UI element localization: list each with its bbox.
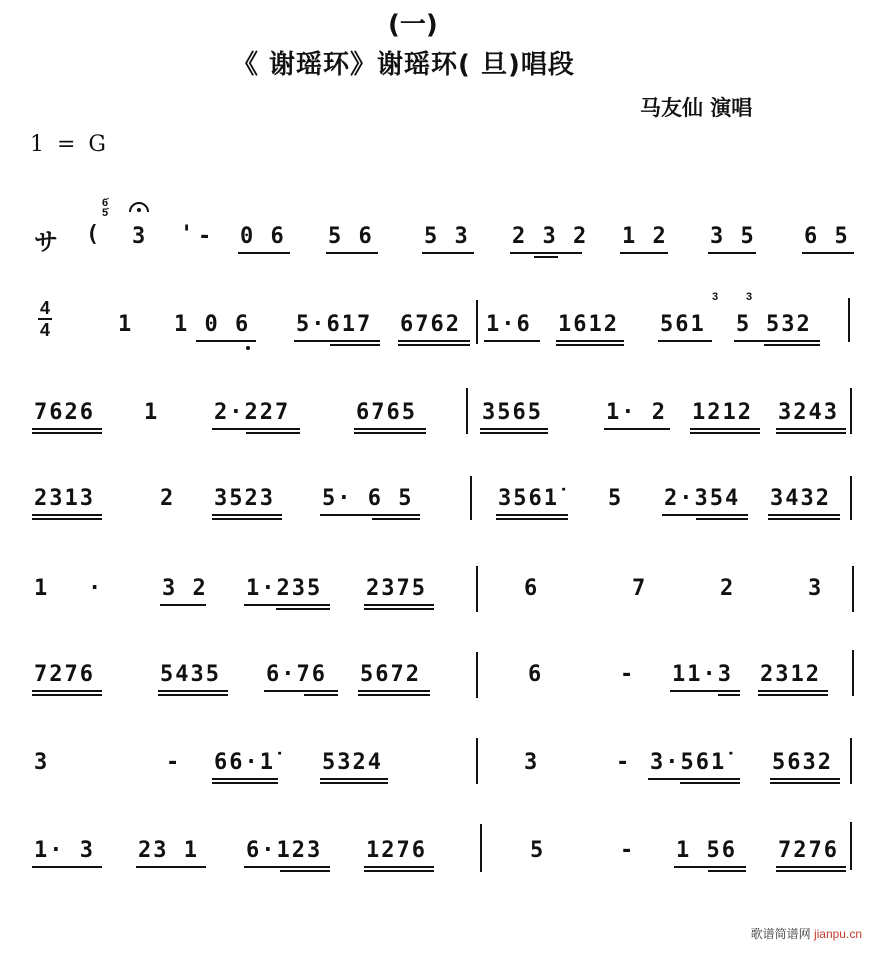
beam — [32, 866, 102, 868]
beam — [212, 428, 300, 430]
beam — [690, 432, 760, 434]
key-signature: 1 = G — [30, 132, 106, 157]
note-group: 66·1̇ — [214, 750, 275, 775]
beam — [212, 518, 282, 520]
beam — [510, 252, 582, 254]
watermark-url: jianpu.cn — [813, 927, 862, 941]
beam — [776, 866, 846, 868]
beam — [768, 518, 840, 520]
beam — [484, 340, 540, 342]
beam — [662, 514, 748, 516]
beam — [364, 866, 434, 868]
note-group: 6 — [528, 662, 544, 687]
beam — [480, 428, 548, 430]
note-group: 5632 — [772, 750, 833, 775]
note-group: 5672 — [360, 662, 421, 687]
watermark — [751, 925, 862, 942]
note-group: 7276 — [778, 838, 839, 863]
note-group: 5·617 — [296, 312, 373, 337]
free-meter-mark: サ — [34, 228, 60, 256]
bar-line — [848, 298, 850, 342]
note-group: 2313 — [34, 486, 95, 511]
note-group: - — [620, 662, 636, 687]
note-group: 6762 — [400, 312, 461, 337]
note-group: 6·76 — [266, 662, 327, 687]
beam — [496, 514, 568, 516]
beam — [680, 782, 740, 784]
beam — [620, 252, 668, 254]
note-group: 5 3 — [424, 224, 470, 249]
beam — [32, 428, 102, 430]
beam — [534, 256, 558, 258]
beam — [244, 866, 330, 868]
beam — [276, 608, 330, 610]
beam — [212, 514, 282, 516]
fermata-icon — [128, 200, 150, 214]
note-group: · — [88, 576, 104, 601]
beam — [776, 428, 846, 430]
low-octave-dot — [246, 346, 250, 350]
beam — [648, 778, 740, 780]
beam — [372, 518, 420, 520]
beam — [556, 340, 624, 342]
intro-tick: ' — [180, 222, 196, 247]
note-group: 1 — [144, 400, 160, 425]
performer-credit: 马友仙 演唱 — [640, 96, 753, 120]
beam — [212, 778, 278, 780]
beam — [556, 344, 624, 346]
note-group: 1 56 — [676, 838, 737, 863]
note-group: 5 6 — [328, 224, 374, 249]
beam — [280, 870, 330, 872]
time-signature: 4 4 — [39, 298, 50, 340]
note-group: 1· 3 — [34, 838, 95, 863]
beam — [496, 518, 568, 520]
note-group: 6765 — [356, 400, 417, 425]
beam — [212, 782, 278, 784]
intro-dash: - — [198, 224, 214, 249]
beam — [358, 690, 430, 692]
note-group: 3243 — [778, 400, 839, 425]
beam — [776, 870, 846, 872]
note-group: 3565 — [482, 400, 543, 425]
note-group: 3 — [34, 750, 50, 775]
beam — [32, 514, 102, 516]
note-group: 3·561̇ — [650, 750, 727, 775]
note-group: 2·227 — [214, 400, 291, 425]
bar-line — [480, 824, 482, 872]
beam — [32, 694, 102, 696]
intro-paren: ( — [86, 222, 102, 247]
note-group: 3523 — [214, 486, 275, 511]
bar-line — [476, 738, 478, 784]
note-group: 3 5 — [710, 224, 756, 249]
beam — [764, 344, 820, 346]
note-group: 5435 — [160, 662, 221, 687]
beam — [658, 340, 712, 342]
note-group: 23 1 — [138, 838, 199, 863]
beam — [604, 428, 670, 430]
bar-line — [852, 650, 854, 696]
beam — [294, 340, 380, 342]
beam — [330, 344, 380, 346]
beam — [776, 432, 846, 434]
note-group: 3432 — [770, 486, 831, 511]
beam — [770, 782, 840, 784]
beam — [422, 252, 474, 254]
note-group: 1 — [34, 576, 50, 601]
note-group: 1612 — [558, 312, 619, 337]
note-group: 561 — [660, 312, 706, 337]
note-group: 2 3 2 — [512, 224, 589, 249]
note-group: 2312 — [760, 662, 821, 687]
note-group: 11·3 — [672, 662, 733, 687]
note-group: 3 — [524, 750, 540, 775]
note-group: 5324 — [322, 750, 383, 775]
beam — [354, 428, 426, 430]
note-group: 3561̇ — [498, 486, 559, 511]
note-group: 7276 — [34, 662, 95, 687]
bar-line — [476, 566, 478, 612]
beam — [264, 690, 338, 692]
beam — [196, 340, 256, 342]
note-group: 3 — [808, 576, 824, 601]
beam — [354, 432, 426, 434]
note-group: 2375 — [366, 576, 427, 601]
bar-line — [850, 738, 852, 784]
bar-line — [470, 476, 472, 520]
note-group: 3 2 — [162, 576, 208, 601]
note-group: 5 — [736, 312, 752, 337]
note-group: - — [616, 750, 632, 775]
note-group: 1276 — [366, 838, 427, 863]
beam — [32, 432, 102, 434]
note-group: 6 5 — [804, 224, 850, 249]
section-number: (一) — [388, 10, 438, 40]
beam — [32, 518, 102, 520]
note-group: 2 — [160, 486, 176, 511]
note-group: 1· 2 — [606, 400, 667, 425]
beam — [158, 690, 228, 692]
beam — [160, 604, 206, 606]
beam — [364, 870, 434, 872]
beam — [32, 690, 102, 692]
bar-line — [850, 388, 852, 434]
beam — [802, 252, 854, 254]
beam — [246, 432, 300, 434]
beam — [674, 866, 746, 868]
note-group: 1·6 — [486, 312, 532, 337]
beam — [718, 694, 740, 696]
note-group: 5 — [608, 486, 624, 511]
watermark-text: 歌谱简谱网 — [750, 927, 811, 941]
beam — [770, 778, 840, 780]
bar-line — [476, 300, 478, 344]
note-group: 1 — [118, 312, 134, 337]
bar-line — [466, 388, 468, 434]
bar-line — [850, 822, 852, 870]
grace-note: 3 — [746, 291, 753, 303]
note-group: 2 — [720, 576, 736, 601]
beam — [696, 518, 748, 520]
beam — [734, 340, 820, 342]
note-group: 6 — [524, 576, 540, 601]
note-group: 1·235 — [246, 576, 323, 601]
note-group: 1 2 — [622, 224, 668, 249]
beam — [358, 694, 430, 696]
beam — [690, 428, 760, 430]
beam — [480, 432, 548, 434]
beam — [364, 608, 434, 610]
beam — [758, 690, 828, 692]
beam — [320, 778, 388, 780]
beam — [670, 690, 740, 692]
bar-line — [476, 652, 478, 698]
beam — [398, 340, 470, 342]
beam — [238, 252, 290, 254]
intro-fermata-note: 3 — [132, 224, 148, 249]
beam — [708, 870, 746, 872]
bar-line — [850, 476, 852, 520]
beam — [326, 252, 378, 254]
note-group: 7 — [632, 576, 648, 601]
beam — [398, 344, 470, 346]
bar-line — [852, 566, 854, 612]
note-group: 1 0 6 — [174, 312, 251, 337]
beam — [304, 694, 338, 696]
beam — [244, 604, 330, 606]
note-group: - — [166, 750, 182, 775]
page-title: 《 谢瑶环》谢瑶环( 旦)唱段 — [232, 50, 575, 80]
note-group: 0 6 — [240, 224, 286, 249]
note-group: 6·123 — [246, 838, 323, 863]
note-group: - — [620, 838, 636, 863]
note-group: 532 — [766, 312, 812, 337]
note-group: 2·354 — [664, 486, 741, 511]
beam — [708, 252, 756, 254]
note-group: 5· 6 5 — [322, 486, 414, 511]
beam — [364, 604, 434, 606]
beam — [758, 694, 828, 696]
note-group: 5 — [530, 838, 546, 863]
note-group: 1212 — [692, 400, 753, 425]
beam — [136, 866, 206, 868]
beam — [320, 514, 420, 516]
beam — [320, 782, 388, 784]
grace-note: 3 — [712, 291, 719, 303]
note-group: 7626 — [34, 400, 95, 425]
intro-grace-notes: 6̇ 5̇ — [102, 197, 109, 219]
beam — [768, 514, 840, 516]
beam — [158, 694, 228, 696]
